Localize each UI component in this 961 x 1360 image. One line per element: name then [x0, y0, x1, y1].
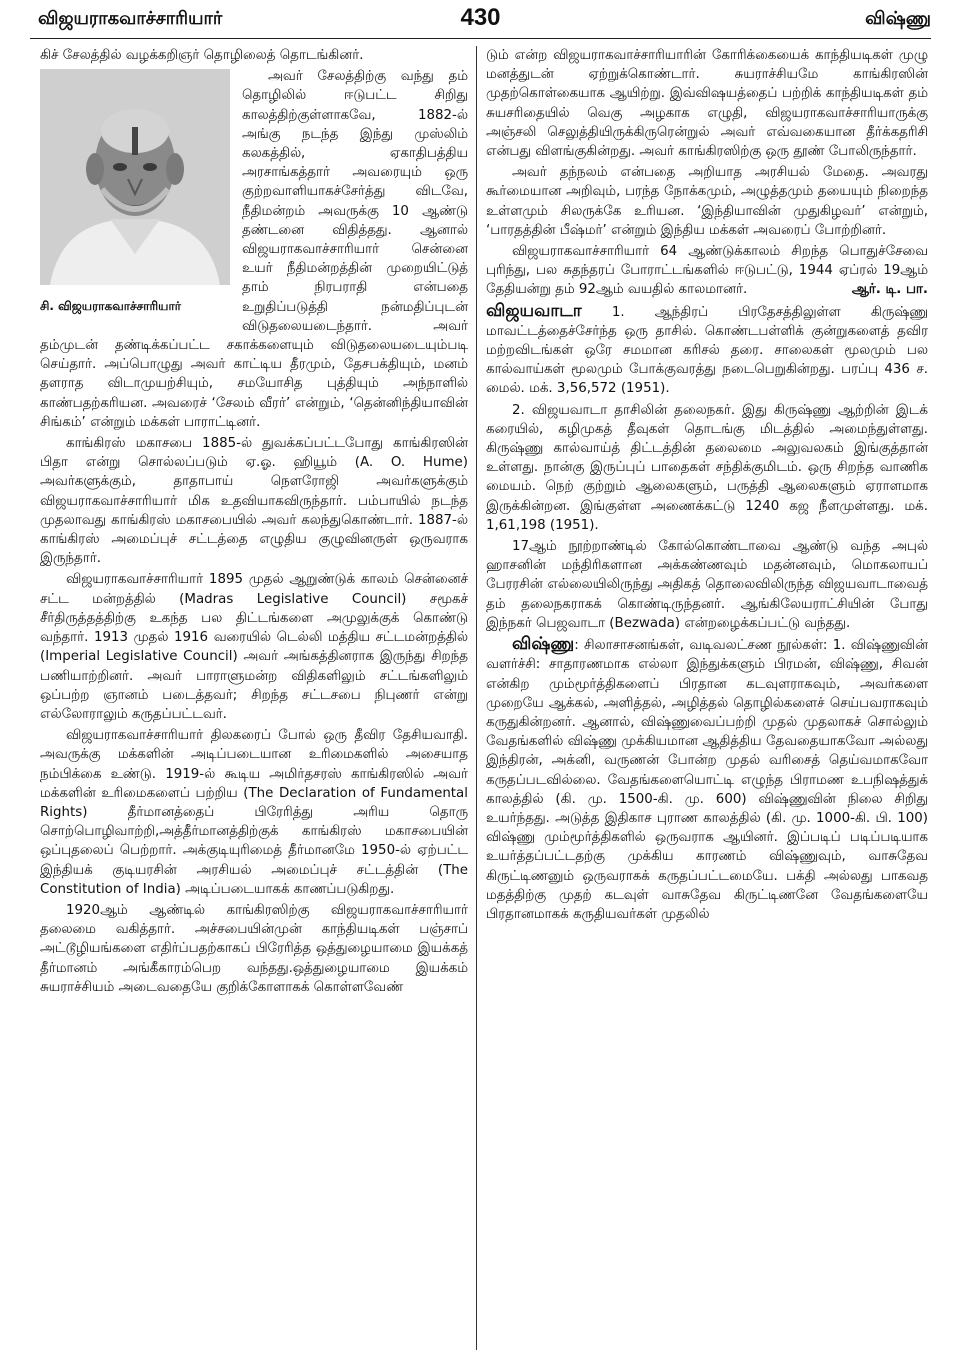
portrait-photo [40, 69, 230, 285]
paragraph: 1920ஆம் ஆண்டில் காங்கிரஸிற்கு விஜயராகவாச்சாரியார் தலைமை வகித்தார். அச்சபையின்முன் காந்தியடிகள் பஞ்சாப் அட்டூழியங்களை எதிர்ப்பதற்காகப் பிரேரித்த ஒத்துழையாமை இயக்கத் தீர்மானம் அங்கீகாரம்பெற வந்தது.ஒத்துழையாமை இயக்கம் சுயராச்சியம் அடைவதையே குறிக்கோளாகக் கொள்ளவேண் [40, 902, 468, 995]
entry-text: : சிலாசாசனங்கள், வடிவலட்சண நூல்கள்: 1. விஷ்ணுவின் வளர்ச்சி: சாதாரணமாக எல்லா இந்துக்களும் பிரமன், விஷ்ணு, சிவன் என்கிற மும்மூர்த்திகளைப் பிரதான கடவுளராகவும், அவர்களை முறையே ஆக்கல், அளித்தல், அழித்தல் தொழில்களைச் செய்பவராகவும் கருதுகின்றனர். ஆனால், விஷ்ணுவைப்பற்றி முதல் முதலாகச் சொல்லும் வேதங்களில் விஷ்ணு முக்கியமான ஆதித்திய தேவதையாகவோ அல்லது இந்திரன், அக்னி, வருணன் போன்ற முதல் வரிசைத் தெய்வமாகவோ கருதப்படவில்லை. வேதங்களையொட்டி எழுந்த பிராமண உபநிஷத்துக் காலத்தில் (கி. மு. 1500-கி. மு. 600) விஷ்ணுவின் நிலை சிறிது உயர்ந்தது. அடுத்த இதிகாச புராண காலத்தில் (கி. மு. 1000-கி. பி. 100) விஷ்ணு மும்மூர்த்திகளில் ஒருவராக ஆயினர். இப்படிப் படிப்படியாக உயர்த்தப்பட்டதற்கு முக்கிய காரணம் விஷ்ணுவும், வாசுதேவ கிருட்டிணனும் ஒருவராகக் கருதப்பட்டமையே. பக்தி அல்லது பாகவத மதத்திற்கு முதற் கடவுள் வாசுதேவ கிருட்டிணனே வேதங்களையே பிரதானமாகக் கருதியவர்கள் முதலில் [486, 638, 928, 922]
page-number: 430 [460, 4, 501, 31]
portrait-figure [40, 69, 230, 327]
left-column [40, 46, 468, 1354]
paragraph: 2. விஜயவாடா தாசிலின் தலைநகர். இது கிருஷ்ணு ஆற்றின் இடக் கரையில், கழிமுகத் தீவுகள் தொடங்கு மிடத்தில் அமைந்துள்ளது. கிருஷ்ணு கால்வாய்த் திட்டத்தின் தலைமை அலுவலகம் இங்குத்தான் உள்ளது. நான்கு இருப்புப் பாதைகள் சந்திக்குமிடம். ஒரு சிறந்த வாணிக மையம். நெற் குற்றும் ஆலைகளும், பருத்தி ஆலைகளும் ஏராளமாக இருக்கின்றன. இங்குள்ள அணைக்கட்டு 1240 கஜ நீளமுள்ளது. மக். 1,61,198 (1951). [486, 402, 928, 533]
author-signature: ஆர். டி. பா. [851, 282, 928, 298]
page-header [30, 4, 931, 38]
paragraph: கிச் சேலத்தில் வழக்கறிஞர் தொழிலைத் தொடங்கினர். [40, 48, 364, 63]
column-divider [476, 46, 477, 1350]
right-column [486, 46, 928, 1354]
paragraph: டும் என்ற விஜயராகவாச்சாரியாரின் கோரிக்கையைக் காந்தியடிகள் முழு மனத்துடன் ஏற்றுக்கொண்டார். சுயராச்சியமே காங்கிரஸின் முதற்கொள்கையாக ஆயிற்று. இவ்விஷயத்தைப் பற்றிக் காந்தியடிகள் தம் சுயசரிதையில் வெகு அழகாக எழுதி, விஜயராகவாச்சாரியாருக்கு அஞ்சலி செலுத்தியிருக்கிருரென்றுல் அவர் எவ்வகையான தீர்க்கதரிசி என்பது விளங்குகின்றது. அவர் காங்கிரஸிற்கு ஒரு தூண் போலிருந்தார். [486, 48, 928, 160]
paragraph: 17ஆம் நூற்றாண்டில் கோல்கொண்டாவை ஆண்டு வந்த அபுல் ஹாசனின் மந்திரிகளான அக்கண்ணவும் மதன்னவும், மொகலாயப் பேரரசின் எல்லையிலிருந்து அதிகத் தொலைவிலிருந்த விஜயவாடாவைத் தம் தலைநகராகக் கொண்டிருந்தனர். ஆங்கிலேயராட்சியின் போது இந்நகர் பெஜவாடா (Bezwada) என்றழைக்கப்பட்டு வந்தது. [486, 539, 928, 631]
running-head-left: விஜயராகவாச்சாரியார் [38, 8, 223, 29]
entry-vishnu [486, 635, 928, 924]
portrait-drawing [40, 69, 230, 285]
paragraph: அவர் சேலத்திற்கு வந்து தம் தொழிலில் ஈடுபட்ட சிறிது காலத்திற்குள்ளாகவே, 1882-ல் அங்கு நடந்த இந்து முஸ்லிம் கலகத்தில், ஏகாதிபத்திய அரசாங்கத்தார் அவரையும் ஒரு குற்றவாளியாகச்சேர்த்து விடவே, நீதிமன்றம் அவருக்கு 10 ஆண்டு தண்டனை விதித்தது. ஆனால் விஜயராகவாச்சாரியார் சென்னை உயர் நீதிமன்றத்தின் முறையிட்டுத் தாம் நிரபராதி என்பதை உறுதிப்படுத்தி நன்மதிப்புடன் விடுதலையடைந்தார். அவர் தம்முடன் தண்டிக்கப்பட்ட சகாக்களையும் விடுதலையடையும்படி செய்தார். அப்பொழுது அவர் காட்டிய தீரமும், தேசபக்தியும், மனம் தளராத விடாமுயற்சியும், சமயோசித புத்தியும் அந்நாளில் காண்பதற்கரியன. அவரைச் ‘சேலம் வீரர்’ என்றும், ‘தென்னிந்தியாவின் சிங்கம்’ என்றும் மக்கள் பாராட்டினர். [40, 69, 468, 430]
paragraph: காங்கிரஸ் மகாசபை 1885-ல் துவக்கப்பட்டபோது காங்கிரஸின் பிதா என்று சொல்லப்படும் ஏ.ஓ. ஹியூம் (A. O. Hume) அவர்களுக்கும், தாதாபாய் நௌரோஜி அவர்களுக்கும் விஜயராகவாச்சாரியார் மிக உதவியாகவிருந்தார். பம்பாயில் நடந்த முதலாவது காங்கிரஸ் மகாசபையில் அவர் கலந்துகொண்டார். 1887-ல் காங்கிரஸ் அமைப்புச் சட்டத்தை எழுதிய குழுவினருள் ஒருவராக இருந்தார். [40, 436, 468, 567]
paragraph [486, 242, 928, 300]
entry-headword: விஜயவாடா [486, 300, 582, 321]
portrait-caption: சி. விஜயராகவாச்சாரியார் [40, 299, 182, 314]
entry-text: 1. ஆந்திரப் பிரதேசத்திலுள்ள கிருஷ்ணு மாவட்டத்தைச்சேர்ந்த ஒரு தாசில். கொண்டபள்ளிக் குன்றுகளைத் தவிர மற்றவிடங்கள் ஒரே சமமான கரிசல் தரை. சாலைகள் மூலமும் பல கால்வாய்கள் மூலமும் போக்குவரத்து நடைபெறுகின்றது. பரப்பு 436 ச. மைல். மக். 3,56,572 (1951). [486, 304, 928, 397]
paragraph: அவர் தந்நலம் என்பதை அறியாத அரசியல் மேதை. அவரது கூர்மையான அறிவும், பரந்த நோக்கமும், அழுத்தமும் தயையும் நிறைந்த உள்ளமும் சிலருக்கே உரியன. ‘இந்தியாவின் முதுகிழவர்’ என்றும், ‘பாரதத்தின் பீஷ்மர்’ என்றும் இந்திய மக்கள் அவரைப் போற்றினர். [486, 165, 928, 238]
paragraph: விஜயராகவாச்சாரியார் 1895 முதல் ஆறுண்டுக் காலம் சென்னைச் சட்ட மன்றத்தில் (Madras Legislative Council) சமூகச் சீர்திருத்தத்திற்கு உகந்த பல திட்டங்களை அமுலுக்குக் கொண்டு வந்தார். 1913 முதல் 1916 வரையில் டெல்லி மத்திய சட்டமன்றத்தில் (Imperial Legislative Council) அவர் அங்கத்தினராக இருந்து சிறந்த பணியாற்றினர். அவர் பாராளுமன்ற விதிகளிலும் சட்டங்களிலும் ஒப்பற்ற ஞானம் படைத்தவர்; சிறந்த சட்டசபை நிபுணர் என்று எல்லோராலும் கருதப்பட்டவர். [40, 572, 468, 722]
header-rule [30, 38, 931, 39]
running-head-right: விஷ்ணு [865, 8, 931, 29]
entry-vijayawada [486, 302, 928, 399]
entry-headword: விஷ்ணு [512, 634, 575, 655]
paragraph: விஜயராகவாச்சாரியார் திலகரைப் போல் ஒரு தீவிர தேசியவாதி. அவருக்கு மக்களின் அடிப்படையான உரிமைகளில் அசையாத நம்பிக்கை உண்டு. 1919-ல் கூடிய அமிர்தசரஸ் காங்கிரஸில் அவர் மக்களின் உரிமைகளைப் பற்றிய (The Declaration of Fundamental Rights) தீர்மானத்தைப் பிரேரித்து அரிய தொரு சொற்பொழிவாற்றி,அத்தீர்மானத்திற்குக் காங்கிரஸ் மகாசபையின் ஒப்புதலைப் பெற்றார். அக்குடியுரிமைத் தீர்மானமே 1950-ல் ஏற்பட்ட இந்தியக் குடியரசின் அரசியல் அமைப்புச் சட்டத்தின் (The Constitution of India) அடிப்படையாகக் காணப்படுகிறது. [40, 728, 468, 897]
paragraph-text: விஜயராகவாச்சாரியார் 64 ஆண்டுக்காலம் சிறந்த பொதுச்சேவை புரிந்து, பல சுதந்தரப் போராட்டங்களில் ஈடுபட்டு, 1944 ஏப்ரல் 19ஆம் தேதியன்று தம் 92ஆம் வயதில் காலமானர். [486, 244, 928, 298]
